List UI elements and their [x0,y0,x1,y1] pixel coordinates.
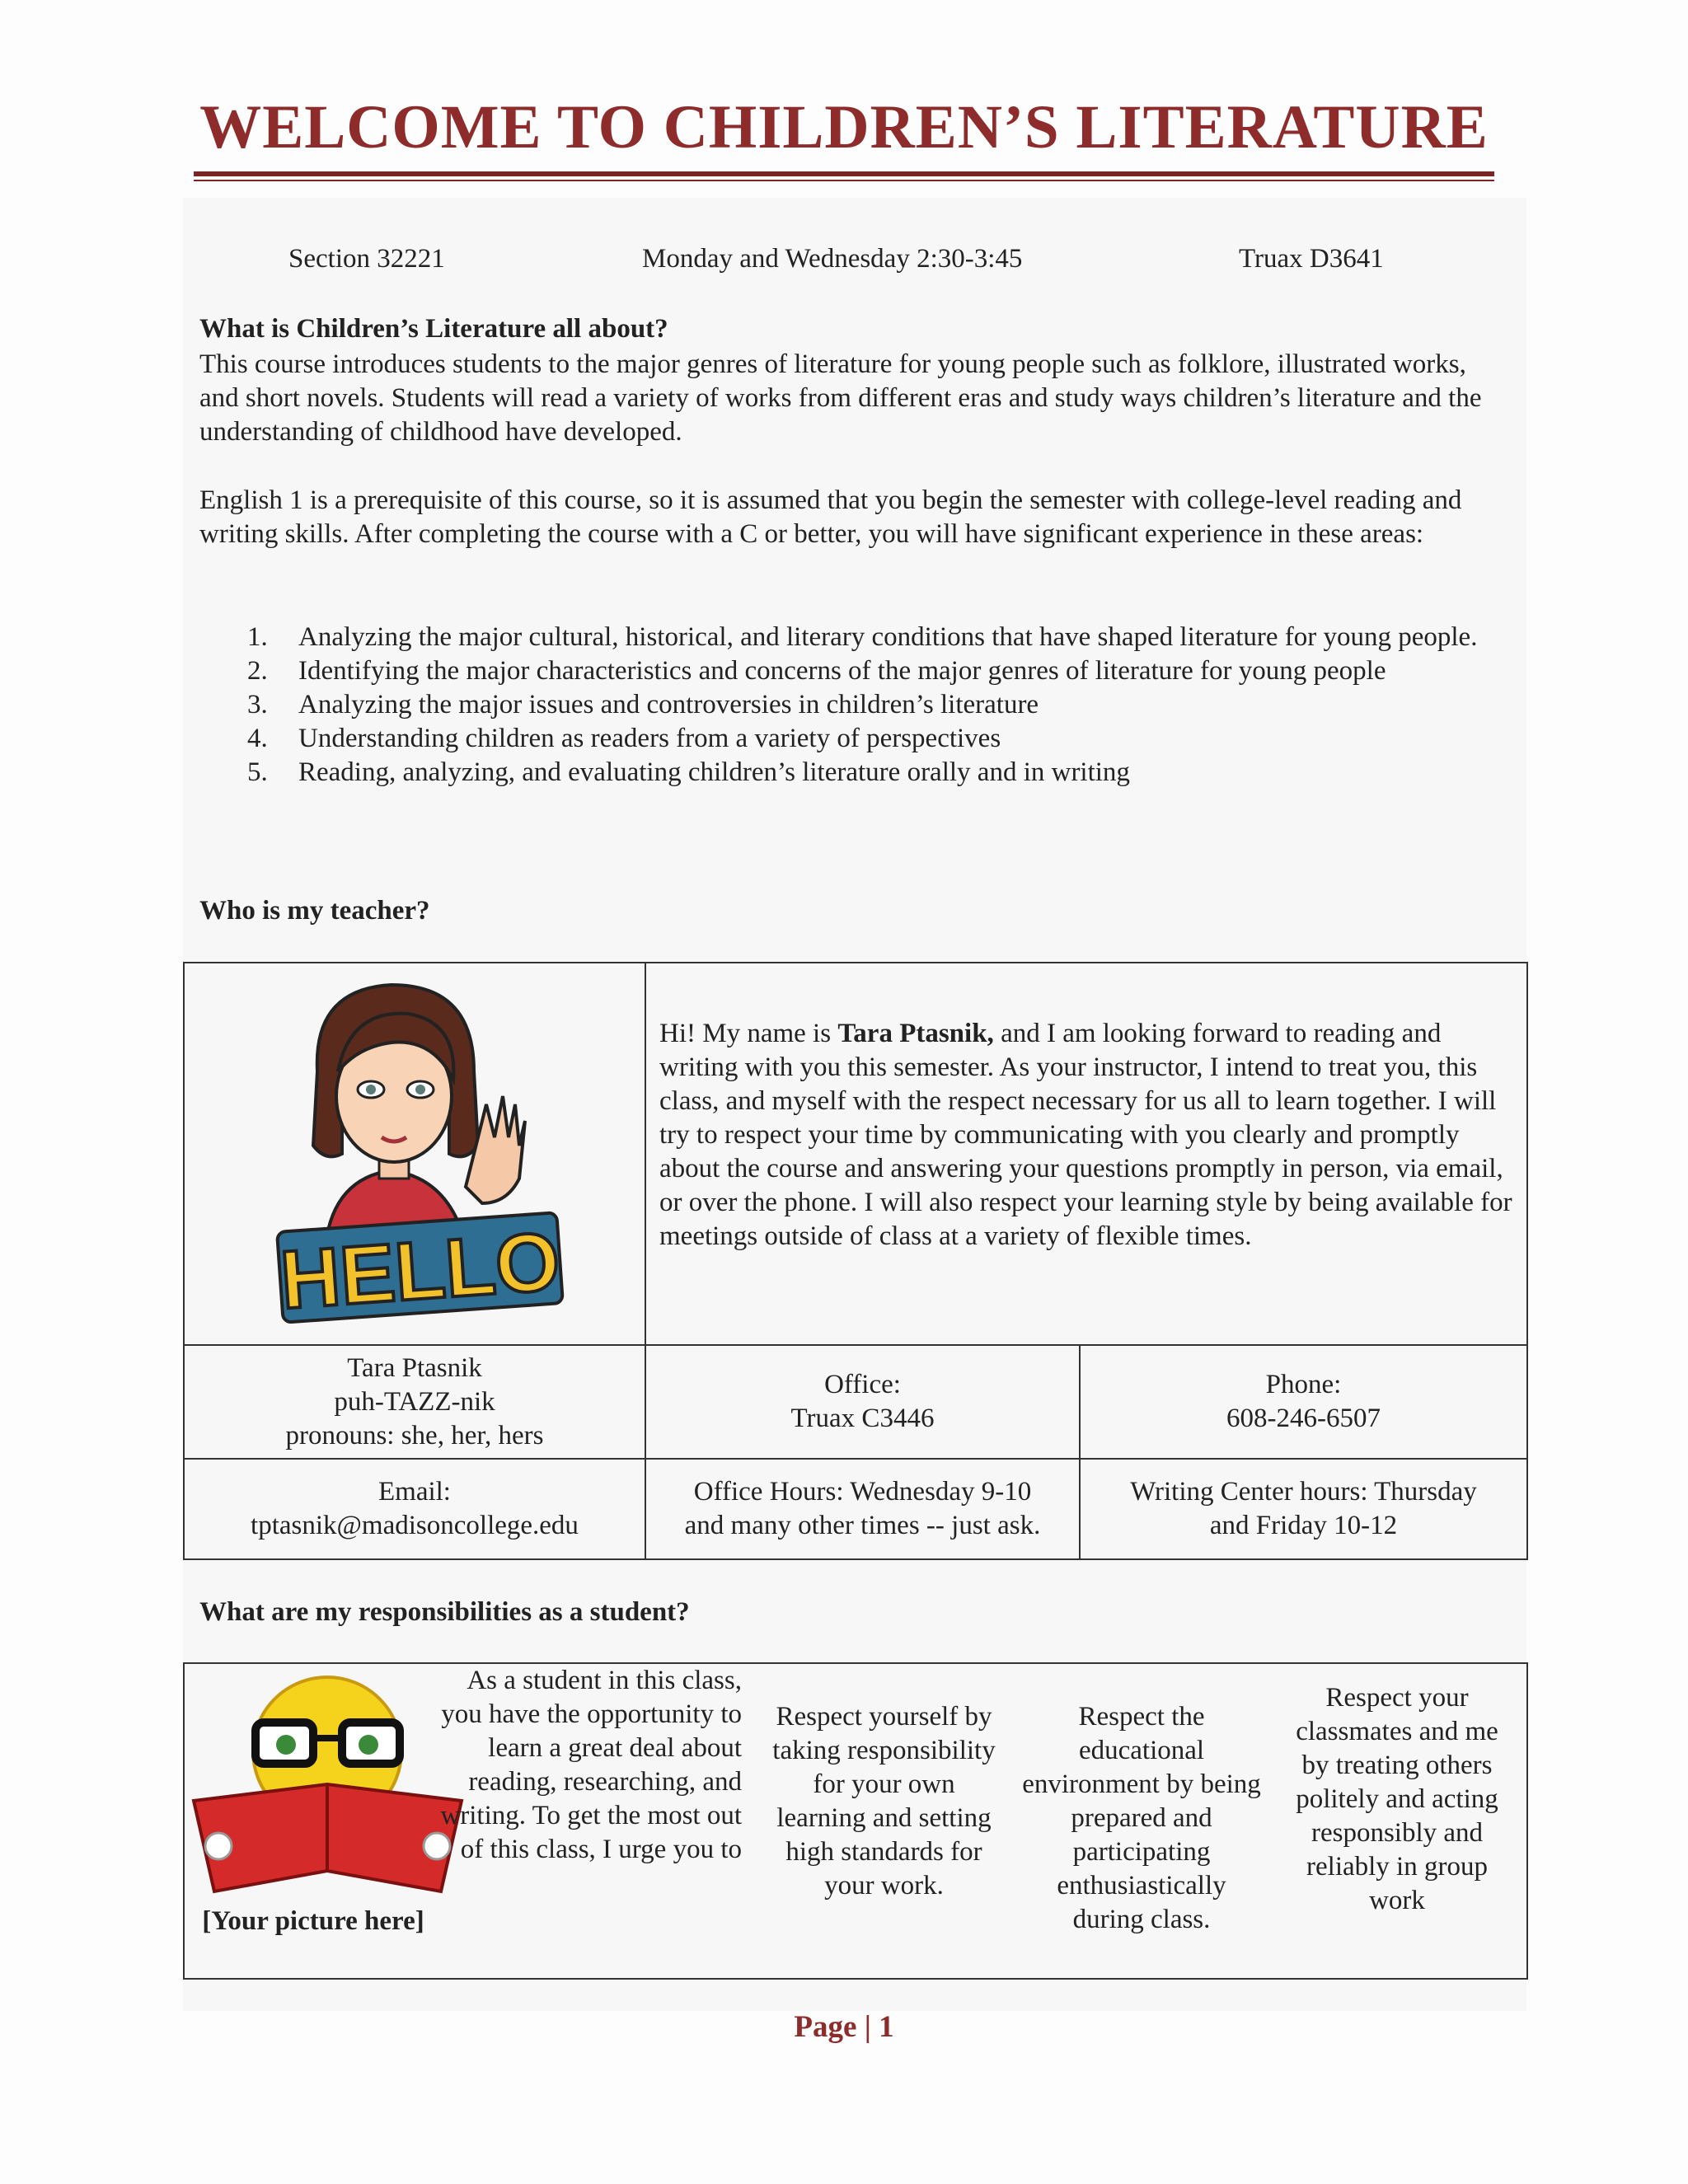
phone-value: 608-246-6507 [1226,1404,1381,1433]
office-hours-line-1: Office Hours: Wednesday 9-10 [693,1477,1032,1507]
teacher-avatar-illustration [268,972,573,1335]
reading-emoji-illustration [185,1669,470,1900]
page-number: 1 [879,2010,894,2044]
responsibilities-heading: What are my responsibilities as a student? [199,1597,690,1627]
hello-graphic-text: HELLO [277,1215,563,1327]
your-picture-caption: [Your picture here] [202,1906,424,1936]
teacher-heading: Who is my teacher? [199,896,430,926]
class-room: Truax D3641 [1239,244,1384,274]
page-title: WELCOME TO CHILDREN’S LITERATURE [199,93,1489,162]
responsibilities-intro: As a student in this class, you have the opportunity to learn a great deal about reading, researching, and writing. To get the most out of this class, I urge you to [440,1666,742,1864]
respect-classmates-text: Respect your classmates and me by treating others politely and acting responsibly and reliably in group work [1296,1683,1498,1915]
teacher-pronunciation: puh-TAZZ-nik [334,1386,495,1417]
phone-label: Phone: [1265,1370,1342,1399]
learning-outcomes-list [239,621,1508,790]
section-number: Section 32221 [288,244,445,274]
page-separator: | [864,2010,871,2044]
teacher-name-bold: Tara Ptasnik, [837,1019,994,1048]
list-item: 4. Understanding children as readers from a variety of perspectives [247,724,1001,753]
email-label: Email: [378,1477,451,1507]
page-footer [0,2009,1688,2045]
office-hours-line-2: and many other times -- just ask. [684,1511,1041,1540]
title-rule-thick [194,171,1494,176]
writing-center-line-1: Writing Center hours: Thursday [1130,1477,1477,1507]
teacher-pronouns: pronouns: she, her, hers [285,1420,544,1451]
email-cell [185,1460,645,1558]
list-item: 1. Analyzing the major cultural, historical, and literary conditions that have shaped literature for young people. [247,622,1478,652]
page-label: Page [794,2010,857,2044]
office-hours-cell [646,1460,1079,1558]
respect-yourself-text: Respect yourself by taking responsibility for your own learning and setting high standards for your work. [772,1702,996,1900]
writing-center-line-2: and Friday 10-12 [1209,1511,1398,1540]
list-item: 2. Identifying the major characteristics and concerns of the major genres of literature for young people [247,656,1386,686]
email-link[interactable]: tptasnik@madisoncollege.edu [251,1511,579,1540]
respect-environment-text: Respect the educational environment by being prepared and participating enthusiastically during class. [1022,1702,1261,1934]
teacher-introduction: Hi! My name is Tara Ptasnik, and I am looking forward to reading and writing with you this semester. As your instructor, I intend to treat you, this class, and myself with the respect necessary for us all to learn together. I will try to respect your time by communicating with you clearly and promptly about the course and answering your questions promptly in person, via email, or over the phone. I will also respect your learning style by being available for meetings outside of class at a variety of flexible times. [659,1019,1512,1251]
office-value: Truax C3446 [790,1404,935,1433]
teacher-name: Tara Ptasnik [347,1352,482,1383]
writing-center-cell [1081,1460,1526,1558]
about-paragraph-2: English 1 is a prerequisite of this course, so it is assumed that you begin the semester with college-level reading and writing skills. After completing the course with a C or better, you will have significant experience in these areas: [199,485,1462,549]
about-paragraph-1: This course introduces students to the major genres of literature for young people such as folklore, illustrated works, and short novels. Students will read a variety of works from different eras and study ways children’s literature and the understanding of childhood have developed. [199,349,1482,447]
class-schedule: Monday and Wednesday 2:30-3:45 [642,244,1023,274]
list-item: 3. Analyzing the major issues and controversies in children’s literature [247,690,1039,719]
title-rule-thin [194,180,1494,181]
about-heading: What is Children’s Literature all about? [199,314,668,344]
office-label: Office: [824,1370,901,1399]
list-item: 5. Reading, analyzing, and evaluating children’s literature orally and in writing [247,757,1130,787]
office-cell [646,1346,1079,1458]
teacher-name-cell [185,1346,645,1458]
phone-cell [1081,1346,1526,1458]
